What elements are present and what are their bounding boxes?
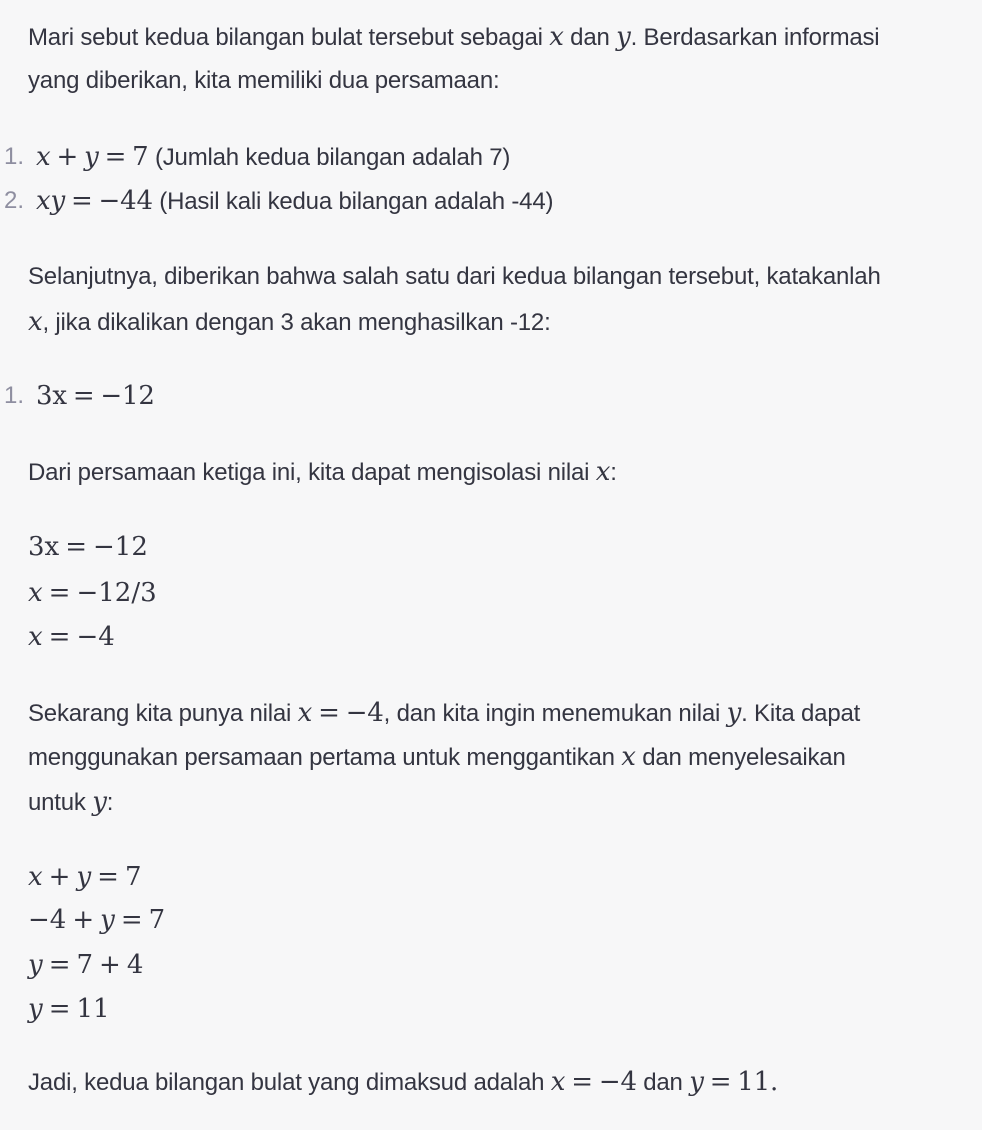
text: Jadi, kedua bilangan bulat yang dimaksud adalah (28, 1069, 551, 1096)
text: : (610, 459, 617, 486)
math-block-line (28, 948, 143, 983)
list-item-1 (36, 142, 510, 173)
math-block-line (28, 992, 110, 1027)
para4-line-3 (28, 787, 113, 818)
math: x (297, 698, 313, 728)
math: = (70, 186, 93, 216)
math: 11 (76, 994, 110, 1024)
list-number: 2. (4, 187, 25, 214)
math: 7 (76, 950, 94, 980)
text: . Berdasarkan informasi (630, 24, 880, 51)
math: = (97, 862, 119, 892)
text: : (106, 789, 114, 816)
math: x (28, 578, 43, 608)
text: (Hasil kali kedua bilangan adalah -44) (152, 188, 554, 215)
list-item-1 (36, 381, 155, 412)
text: dan (563, 24, 617, 51)
para4-line-1 (28, 698, 860, 729)
math: x (550, 1067, 566, 1097)
math: 7 (148, 905, 166, 935)
math: x (36, 142, 51, 172)
text: menggunakan persamaan pertama untuk menggantikan (28, 744, 622, 771)
math-block-line (28, 903, 165, 938)
math: y (689, 1067, 704, 1097)
math: y (76, 862, 92, 892)
math: = (48, 578, 71, 608)
math: −4 (598, 1067, 637, 1097)
math: y (28, 994, 43, 1024)
math: + (56, 142, 79, 172)
math: y (84, 142, 99, 172)
math-block-line (28, 530, 148, 565)
math: 11. (737, 1067, 779, 1097)
math: = (104, 142, 127, 172)
para2-line-2 (28, 307, 551, 338)
text: Mari sebut kedua bilangan bulat tersebut sebagai (28, 24, 550, 51)
math: −12/3 (76, 578, 157, 608)
list-number: 1. (4, 143, 25, 170)
math: 3x (36, 381, 67, 411)
math: −12 (100, 381, 155, 411)
math-var-y: y (92, 787, 107, 817)
math: = (48, 950, 71, 980)
text: dan menyelesaikan (635, 744, 846, 771)
math-block-line (28, 620, 115, 655)
math-block-line (28, 576, 157, 611)
list-item-2 (36, 186, 553, 217)
text: , jika dikalikan dengan 3 akan menghasilkan -12: (42, 309, 551, 336)
math: = (65, 532, 88, 562)
text: Sekarang kita punya nilai (28, 700, 298, 727)
math: + (99, 950, 121, 980)
math: −4 (76, 622, 115, 652)
math: = (48, 994, 71, 1024)
math: x (28, 862, 43, 892)
para2-line-1 (28, 262, 881, 292)
math: + (48, 862, 71, 892)
text: yang diberikan, kita memiliki dua persamaan: (28, 67, 500, 94)
math: x (28, 622, 43, 652)
math: = (571, 1067, 593, 1097)
text: (Jumlah kedua bilangan adalah 7) (148, 144, 511, 171)
list-number: 1. (4, 382, 25, 409)
math: y (28, 950, 43, 980)
math: = (48, 622, 71, 652)
math-block-line (28, 860, 142, 895)
math-var-y: y (726, 698, 742, 728)
math: −4 (345, 698, 384, 728)
text: Selanjutnya, diberikan bahwa salah satu dari kedua bilangan tersebut, katakanlah (28, 263, 881, 290)
math: −44 (98, 186, 153, 216)
math-var-x: x (549, 22, 564, 52)
text: , dan kita ingin menemukan nilai (383, 700, 727, 727)
math: = (72, 381, 95, 411)
math: −12 (93, 532, 148, 562)
text: dan (636, 1069, 690, 1096)
math-var-x: x (28, 307, 43, 337)
conclusion (28, 1067, 778, 1098)
math: xy (36, 186, 65, 216)
math: 4 (126, 950, 144, 980)
para3 (28, 457, 617, 488)
math-var-x: x (595, 457, 611, 487)
math: 7 (132, 142, 149, 172)
intro-line-1 (28, 22, 879, 53)
intro-line-2 (28, 66, 499, 96)
math: = (120, 905, 143, 935)
text: Dari persamaan ketiga ini, kita dapat mengisolasi nilai (28, 459, 596, 486)
text: . Kita dapat (741, 700, 861, 727)
math: = (709, 1067, 732, 1097)
math: −4 (28, 905, 67, 935)
math-var-x: x (621, 742, 636, 772)
math: 7 (124, 862, 142, 892)
math: + (72, 905, 95, 935)
math-var-y: y (616, 22, 631, 52)
math: = (318, 698, 340, 728)
para4-line-2 (28, 742, 846, 773)
text: untuk (28, 789, 93, 816)
math: 3x (28, 532, 60, 562)
math: y (100, 905, 115, 935)
